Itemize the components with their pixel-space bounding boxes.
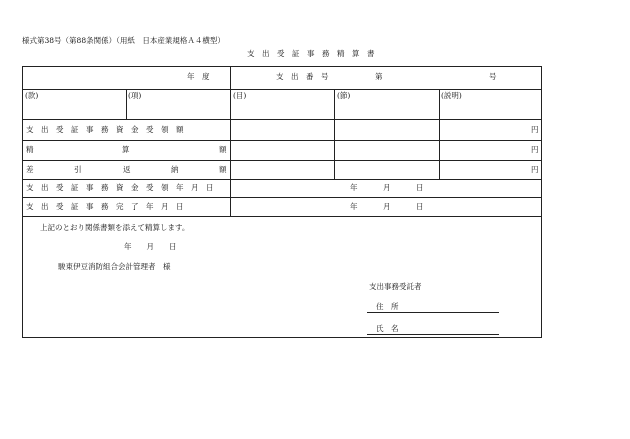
completion-date-label: 支 出 受 証 事 務 完 了 年 月 日 bbox=[26, 202, 184, 211]
row-divider bbox=[22, 119, 542, 120]
row-divider bbox=[22, 197, 542, 198]
settlement-amount-label-2: 算 bbox=[122, 145, 130, 154]
name-field-line bbox=[367, 334, 499, 335]
row-divider bbox=[22, 216, 542, 217]
yen-unit: 円 bbox=[531, 165, 539, 174]
refund-amount-label-2: 引 bbox=[74, 165, 82, 174]
trustee-label: 支出事務受託者 bbox=[369, 282, 422, 291]
row-divider bbox=[22, 160, 542, 161]
kan-label: (款) bbox=[25, 91, 39, 100]
day-unit: 日 bbox=[416, 183, 424, 192]
moku-label: (目) bbox=[233, 91, 247, 100]
fiscal-year-label: 年 度 bbox=[187, 72, 210, 81]
number-suffix: 号 bbox=[489, 72, 497, 81]
year-unit: 年 bbox=[350, 202, 358, 211]
column-divider bbox=[230, 66, 231, 216]
fund-received-amount-label: 支 出 受 証 事 務 資 金 受 領 額 bbox=[26, 125, 184, 134]
column-divider bbox=[126, 89, 127, 119]
month-unit: 月 bbox=[383, 183, 391, 192]
name-label: 氏 名 bbox=[376, 324, 399, 333]
settlement-statement: 上記のとおり関係書類を添えて精算します。 bbox=[40, 223, 190, 232]
yen-unit: 円 bbox=[531, 145, 539, 154]
address-field-line bbox=[367, 312, 499, 313]
refund-amount-label-3: 返 bbox=[123, 165, 131, 174]
addressee: 駿東伊豆消防組合会計管理者 様 bbox=[58, 262, 171, 271]
column-divider bbox=[334, 89, 335, 179]
refund-amount-label-4: 納 bbox=[171, 165, 179, 174]
description-label: (説明) bbox=[441, 91, 462, 100]
address-label: 住 所 bbox=[376, 302, 399, 311]
setsu-label: (節) bbox=[337, 91, 351, 100]
year-unit: 年 bbox=[350, 183, 358, 192]
form-number: 様式第38号（第88条関係）（用紙 日本産業規格Ａ４横型） bbox=[22, 36, 225, 45]
row-divider bbox=[22, 179, 542, 180]
settlement-amount-label-3: 額 bbox=[219, 145, 227, 154]
day-unit: 日 bbox=[416, 202, 424, 211]
refund-amount-label-5: 額 bbox=[219, 165, 227, 174]
expenditure-number-label: 支 出 番 号 bbox=[276, 72, 329, 81]
kou-label: (項) bbox=[128, 91, 142, 100]
refund-amount-label-1: 差 bbox=[26, 165, 34, 174]
fund-received-date-label: 支 出 受 証 事 務 資 金 受 領 年 月 日 bbox=[26, 183, 214, 192]
month-unit: 月 bbox=[383, 202, 391, 211]
row-divider bbox=[22, 89, 542, 90]
number-prefix: 第 bbox=[375, 72, 383, 81]
document-title: 支 出 受 証 事 務 精 算 書 bbox=[247, 49, 375, 58]
statement-date: 年 月 日 bbox=[124, 242, 177, 251]
settlement-amount-label-1: 精 bbox=[26, 145, 34, 154]
column-divider bbox=[439, 89, 440, 179]
row-divider bbox=[22, 140, 542, 141]
yen-unit: 円 bbox=[531, 125, 539, 134]
